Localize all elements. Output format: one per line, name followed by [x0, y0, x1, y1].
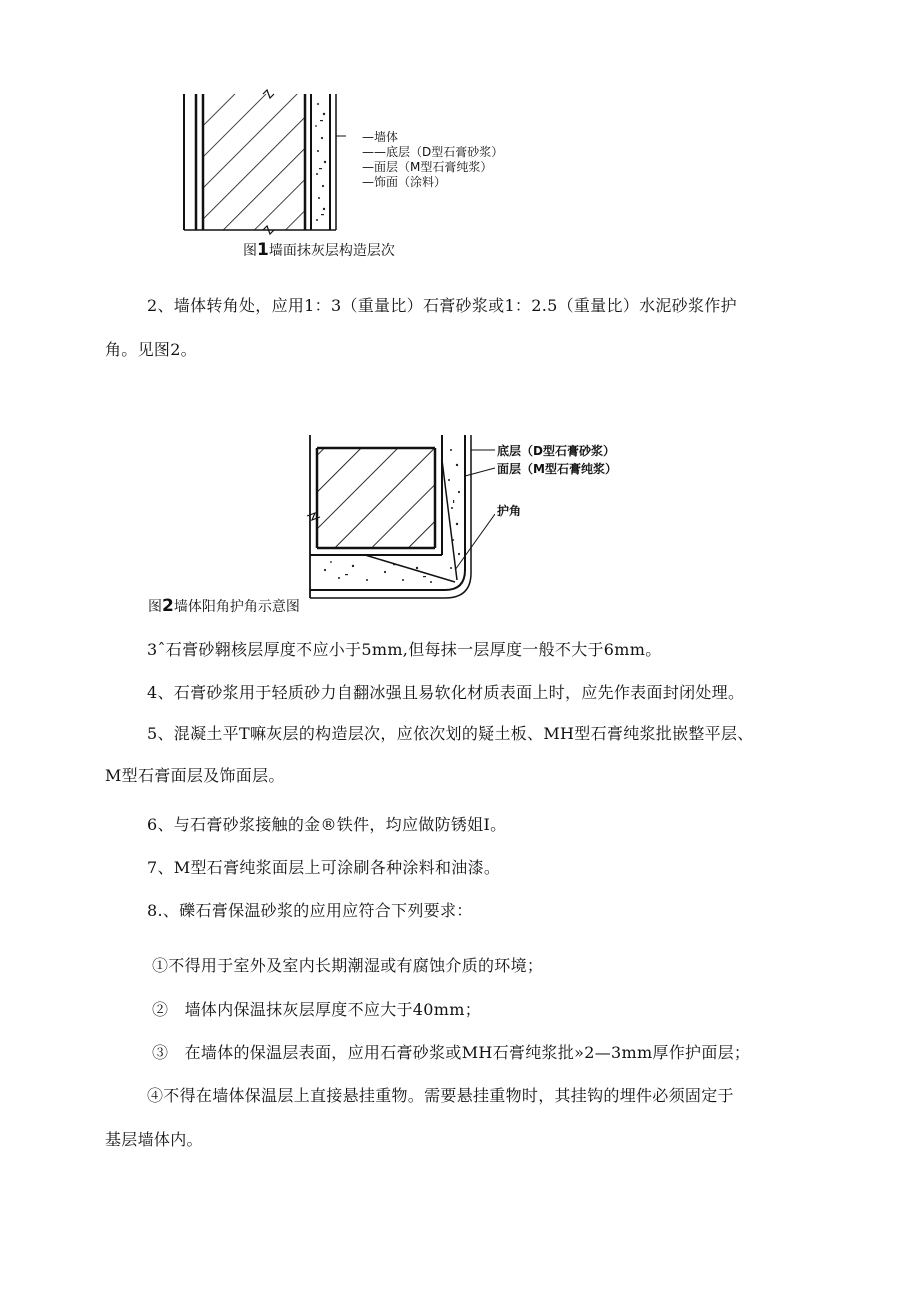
figure-2-caption [148, 596, 300, 616]
list-item-1: ①不得用于室外及室内长期潮湿或有腐蚀介质的环境； [152, 956, 544, 975]
figure-1-legend [362, 130, 503, 190]
paragraph-2-line-2: 角。见图2。 [105, 340, 197, 359]
caption-text: 墙面抹灰层构造层次 [268, 243, 395, 259]
paragraph-2-line-1: 2、墙体转角处，应用1：3（重量比）石膏砂浆或1：2.5（重量比）水泥砂浆作护 [147, 296, 737, 315]
figure-2-label-corner-guard: 护角 [497, 504, 522, 518]
legend-finish-layer: —饰面（涂料） [362, 175, 447, 189]
list-item-4: ④不得在墙体保温层上直接悬挂重物。需要悬挂重物时，其挂钩的埋件必须固定于 [147, 1086, 734, 1105]
figure-2-label-base-layer: 底层（D型石膏砂浆） [497, 444, 615, 458]
caption-prefix: 图 [243, 243, 257, 259]
legend-base-layer: ——底层（D型石膏砂浆） [362, 145, 504, 159]
list-item-4-line-2: 基层墙体内。 [105, 1130, 203, 1149]
legend-face-layer: —面层（M型石膏纯浆） [362, 160, 493, 174]
paragraph-7: 7、M型石膏纯浆面层上可涂刷各种涂料和油漆。 [147, 858, 501, 877]
caption-number: 1 [257, 240, 269, 260]
paragraph-4: 4、石膏砂浆用于轻质砂力自翻冰强且易软化材质表面上时，应先作表面封闭处理。 [147, 683, 745, 702]
paragraph-5-line-1: 5、混凝土平T嘛灰层的构造层次，应依次划的疑土板、MH型石膏纯浆批嵌整平层、 [147, 724, 754, 743]
caption-prefix: 图 [148, 599, 162, 615]
paragraph-5-line-2: M型石膏面层及饰面层。 [105, 766, 285, 785]
paragraph-6: 6、与石膏砂浆接触的金®铁件，均应做防锈姐I。 [147, 815, 507, 834]
figure-1-caption [243, 240, 395, 260]
figure-1-wall-layers-diagram [178, 88, 350, 238]
caption-number: 2 [162, 596, 174, 616]
figure-2-label-face-layer: 面层（M型石膏纯浆） [497, 462, 617, 476]
paragraph-8: 8.、礫石膏保温砂浆的应用应符合下列要求： [147, 901, 473, 920]
paragraph-3: 3ˆ石膏砂翱核层厚度不应小于5mm,但每抹一层厚度一般不大于6mm。 [147, 640, 662, 659]
figure-2-corner-guard-diagram [305, 430, 495, 602]
list-item-3: ③ 在墙体的保温层表面，应用石膏砂浆或MH石膏纯浆批»2—3mm厚作护面层； [152, 1043, 751, 1062]
list-item-2: ② 墙体内保温抹灰层厚度不应大于40mm； [152, 1000, 482, 1019]
legend-wall: —墙体 [362, 130, 399, 144]
caption-text: 墙体阳角护角示意图 [173, 599, 300, 615]
